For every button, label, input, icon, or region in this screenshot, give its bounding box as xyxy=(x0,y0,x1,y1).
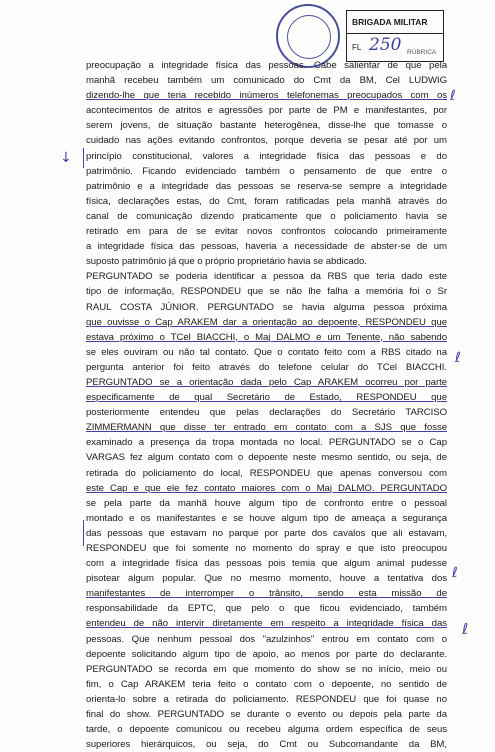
text-line: pessoas. Que nenhum pessoal dos "azulzinhos" entrou em contato com o xyxy=(86,633,447,645)
text-line: superiores hierárquicos, ou seja, do Cmt ou Subcomandante da BM, xyxy=(86,739,447,751)
text-line: final do show. PERGUNTADO se durante o evento ou depois pela parte da xyxy=(86,709,447,721)
text-line: se eles ouviram ou não tal contato. Que o contato feito com a RBS citado na xyxy=(86,346,447,358)
text-line: este Cap e que ele fez contato maiores com o Maj DALMO. PERGUNTADO xyxy=(86,482,447,494)
margin-checkmark: ↓ xyxy=(60,150,72,166)
page-number-stamp xyxy=(346,10,444,62)
text-line: a integridade física das pessoas, haveria a necessidade de abster-se de um xyxy=(86,241,447,253)
text-line: cuidado nas ações evitando confrontos, porque deveria se pesar até por um xyxy=(86,135,447,147)
text-line: fim, o Cap ARAKEM teria feito o contato com o depoente, no sentido de xyxy=(86,678,447,690)
text-line: ZIMMERMANN que disse ter entrado em contato com a SJS que fosse xyxy=(86,422,447,434)
stamp-page-label: FL xyxy=(352,43,362,52)
text-line: preocupação a integridade física das pessoas. Cabe salientar de que pela xyxy=(86,60,447,71)
text-line: princípio constitucional, valores a integridade física das pessoas e do xyxy=(86,150,447,162)
text-line: tarde, o depoente comunicou ou recebeu alguma ordem específica de seus xyxy=(86,724,447,736)
text-line: PERGUNTADO se recorda em que momento do show se no início, meio ou xyxy=(86,663,447,675)
text-line: pisotear algum popular. Que no mesmo momento, houve a tentativa dos xyxy=(86,573,447,585)
text-line: PERGUNTADO se a orientação dada pelo Cap ARAKEM ocorreu por parte xyxy=(86,376,447,388)
text-line: patrimônio e a integridade das pessoas se reserva-se sempre a integridade xyxy=(86,180,447,192)
margin-checkmark: ℓ xyxy=(455,350,461,366)
text-line: física, declarações estas, do Cmt, foram ratificadas pela manhã através do xyxy=(86,195,447,207)
text-line: posteriormente entendeu que pelas declarações do Secretário TARCISO xyxy=(86,407,447,419)
text-line: montado e os manifestantes e se houve algum tipo de ameaça a segurança xyxy=(86,512,447,524)
text-line: serem jovens, de situação bastante heterogênea, disse-lhe que tomasse o xyxy=(86,120,447,132)
text-line: pergunta anterior foi feito através do telefone celular do TCel BIACCHI. xyxy=(86,361,447,373)
text-line: patrimônio. Ficando evidenciado também o pensamento de que entre o xyxy=(86,165,447,177)
text-line: examinado a presença da tropa montada no local. PERGUNTADO se o Cap xyxy=(86,437,447,449)
text-line: orienta-lo sobre a retirada do policiamento. RESPONDEU que foi quase no xyxy=(86,693,447,705)
text-line: das pessoas que estavam no parque por parte dos cavalos que ali estavam, xyxy=(86,527,447,539)
text-line: PERGUNTADO se poderia identificar a pessoa da RBS que teria dado este xyxy=(86,271,447,283)
text-line: que ouvisse o Cap ARAKEM dar a orientação ao depoente, RESPONDEU que xyxy=(86,316,447,328)
stamp-title: BRIGADA MILITAR xyxy=(347,11,443,34)
text-line: tipo de informação, RESPONDEU que se não lhe falha a memória foi o Sr xyxy=(86,286,447,298)
text-line: RAUL COSTA JÚNIOR. PERGUNTADO se havia alguma pessoa próxima xyxy=(86,301,447,313)
text-line: suposto patrimônio já que o próprio proprietário havia se abdicado. xyxy=(86,256,367,268)
margin-checkmark: ℓ xyxy=(450,88,456,104)
text-line: se pela parte da manhã houve algum tipo de confronto entre o pessoal xyxy=(86,497,447,509)
text-line: canal de comunicação dizendo praticamente que o policiamento havia se xyxy=(86,210,447,222)
text-line: dizendo-lhe que teria recebido inúmeros telefonemas preocupados com os xyxy=(86,90,447,102)
text-line: manhã recebeu também um comunicado do Cmt da BM, Cel LUDWIG xyxy=(86,75,447,87)
stamp-rubric-label: RÚBRICA xyxy=(407,49,437,56)
stamp-page-number: 250 xyxy=(369,35,402,55)
text-line: acontecimentos de atritos e agressões por parte de PM e manifestantes, por xyxy=(86,105,447,117)
text-line: depoente solicitando algum tipo de apoio, ao menos por parte do declarante. xyxy=(86,648,447,660)
text-line: estava próximo o TCel BIACCHI, o Maj DALMO e um Tenente, não sabendo xyxy=(86,331,447,343)
text-line: retirada do policiamento do local, RESPONDEU que apenas conversou com xyxy=(86,467,447,479)
text-line: especificamente de qual Secretário de Estado, RESPONDEU que xyxy=(86,392,447,404)
text-line: responsabilidade da EPTC, que pelo o que ficou evidenciado, também xyxy=(86,603,447,615)
text-line: RESPONDEU que foi somente no momento do spray e que isto preocupou xyxy=(86,543,447,554)
deposition-text xyxy=(86,58,447,752)
text-line: manifestantes de interromper o trânsito, sendo esta missão de xyxy=(86,588,447,600)
text-line: com a integridade física das pessoas pois temia que algum animal pudesse xyxy=(86,558,447,570)
text-line: entendeu de não intervir diretamente em respeito a integridade física das xyxy=(86,618,447,630)
text-line: retirado em para de se evitar novos confrontos colocando primeiramente xyxy=(86,226,447,238)
margin-checkmark: ℓ xyxy=(452,565,458,581)
text-line: VARGAS fez algum contato com o depoente neste mesmo sentido, ou seja, de xyxy=(86,452,447,464)
margin-checkmark: ℓ xyxy=(462,620,469,638)
